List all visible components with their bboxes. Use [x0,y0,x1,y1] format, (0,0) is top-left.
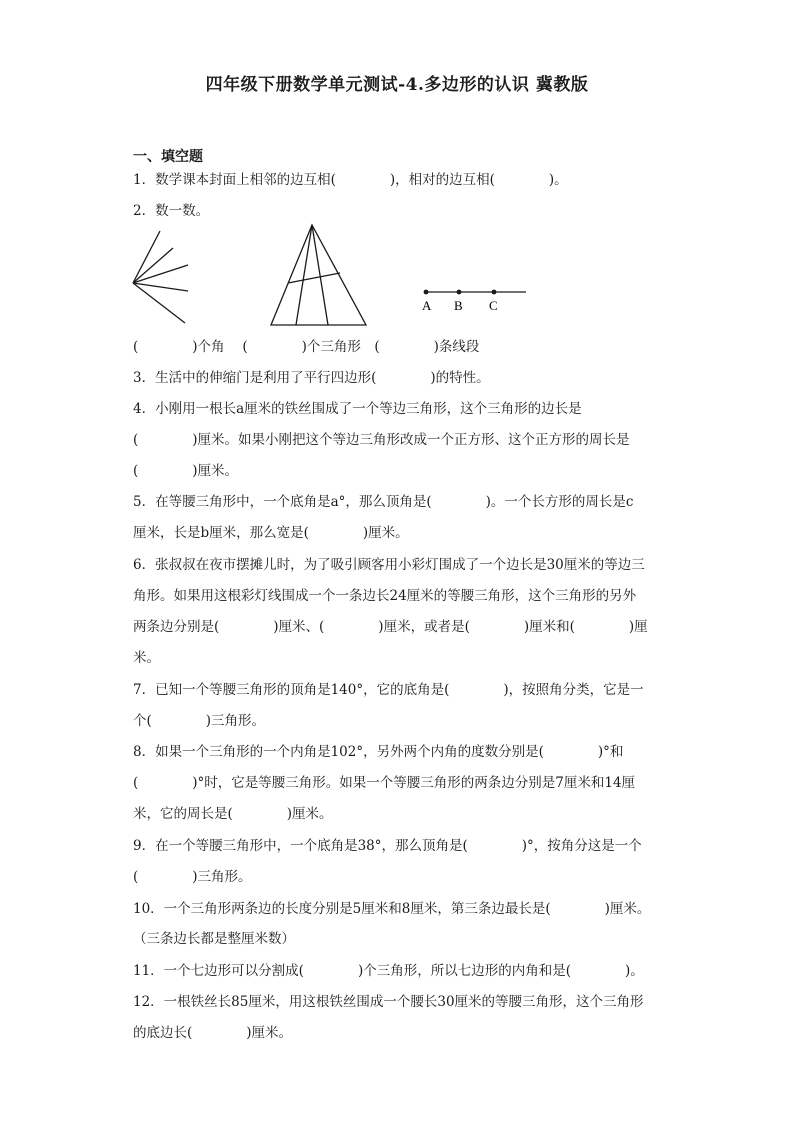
label-a: A [422,298,432,313]
label-b: B [454,298,463,313]
question-7-line-1: 7．已知一个等腰三角形的顶角是140°，它的底角是( )，按照角分类，它是一 [133,682,644,698]
question-2-answers: ( )个角 ( )个三角形 ( )条线段 [133,339,480,355]
question-10-line-1: 10．一个三角形两条边的长度分别是5厘米和8厘米，第三条边最长是( )厘米。 [133,901,651,917]
question-6-line-3: 两条边分别是( )厘米、( )厘米，或者是( )厘米和( )厘 [133,619,648,635]
question-6-line-1: 6．张叔叔在夜市摆摊儿时，为了吸引顾客用小彩灯围成了一个边长是30厘米的等边三 [133,557,645,573]
question-4-line-3: ( )厘米。 [133,463,239,479]
segments-figure [412,284,530,316]
question-8-line-1: 8．如果一个三角形的一个内角是102°，另外两个内角的度数分别是( )°和 [133,744,624,760]
question-1: 1．数学课本封面上相邻的边互相( )，相对的边互相( )。 [133,172,568,188]
question-5-line-2: 厘米，长是b厘米，那么宽是( )厘米。 [133,525,409,541]
point-b [457,290,462,295]
question-8-line-3: 米，它的周长是( )厘米。 [133,806,333,822]
point-c [492,290,497,295]
question-12-line-1: 12．一根铁丝长85厘米，用这根铁丝围成一个腰长30厘米的等腰三角形，这个三角形 [133,994,644,1010]
question-3: 3．生活中的伸缩门是利用了平行四边形( )的特性。 [133,370,490,386]
question-5-line-1: 5．在等腰三角形中，一个底角是a°，那么顶角是( )。一个长方形的周长是c [133,494,634,510]
question-9-line-2: ( )三角形。 [133,869,252,885]
angles-figure [130,228,190,328]
page-title: 四年级下册数学单元测试-4.多边形的认识 冀教版 [205,75,589,95]
question-6-line-4: 米。 [133,650,160,666]
question-12-line-2: 的底边长( )厘米。 [133,1025,293,1041]
question-2: 2．数一数。 [133,203,210,219]
question-10-line-2: （三条边长都是整厘米数） [133,931,295,947]
point-a [424,290,429,295]
section-heading-fill-blank: 一、填空题 [133,149,203,165]
question-6-line-2: 角形。如果用这根彩灯线围成一个一条边长24厘米的等腰三角形，这个三角形的另外 [133,588,637,604]
question-8-line-2: ( )°时，它是等腰三角形。如果一个等腰三角形的两条边分别是7厘米和14厘 [133,775,636,791]
question-11: 11．一个七边形可以分割成( )个三角形，所以七边形的内角和是( )。 [133,963,644,979]
label-c: C [489,298,498,313]
question-4-line-1: 4．小刚用一根长a厘米的铁丝围成了一个等边三角形，这个三角形的边长是 [133,401,582,417]
question-7-line-2: 个( )三角形。 [133,713,266,729]
triangles-figure [268,220,370,330]
question-4-line-2: ( )厘米。如果小刚把这个等边三角形改成一个正方形、这个正方形的周长是 [133,432,630,448]
question-9-line-1: 9．在一个等腰三角形中，一个底角是38°，那么顶角是( )°，按角分这是一个 [133,838,642,854]
